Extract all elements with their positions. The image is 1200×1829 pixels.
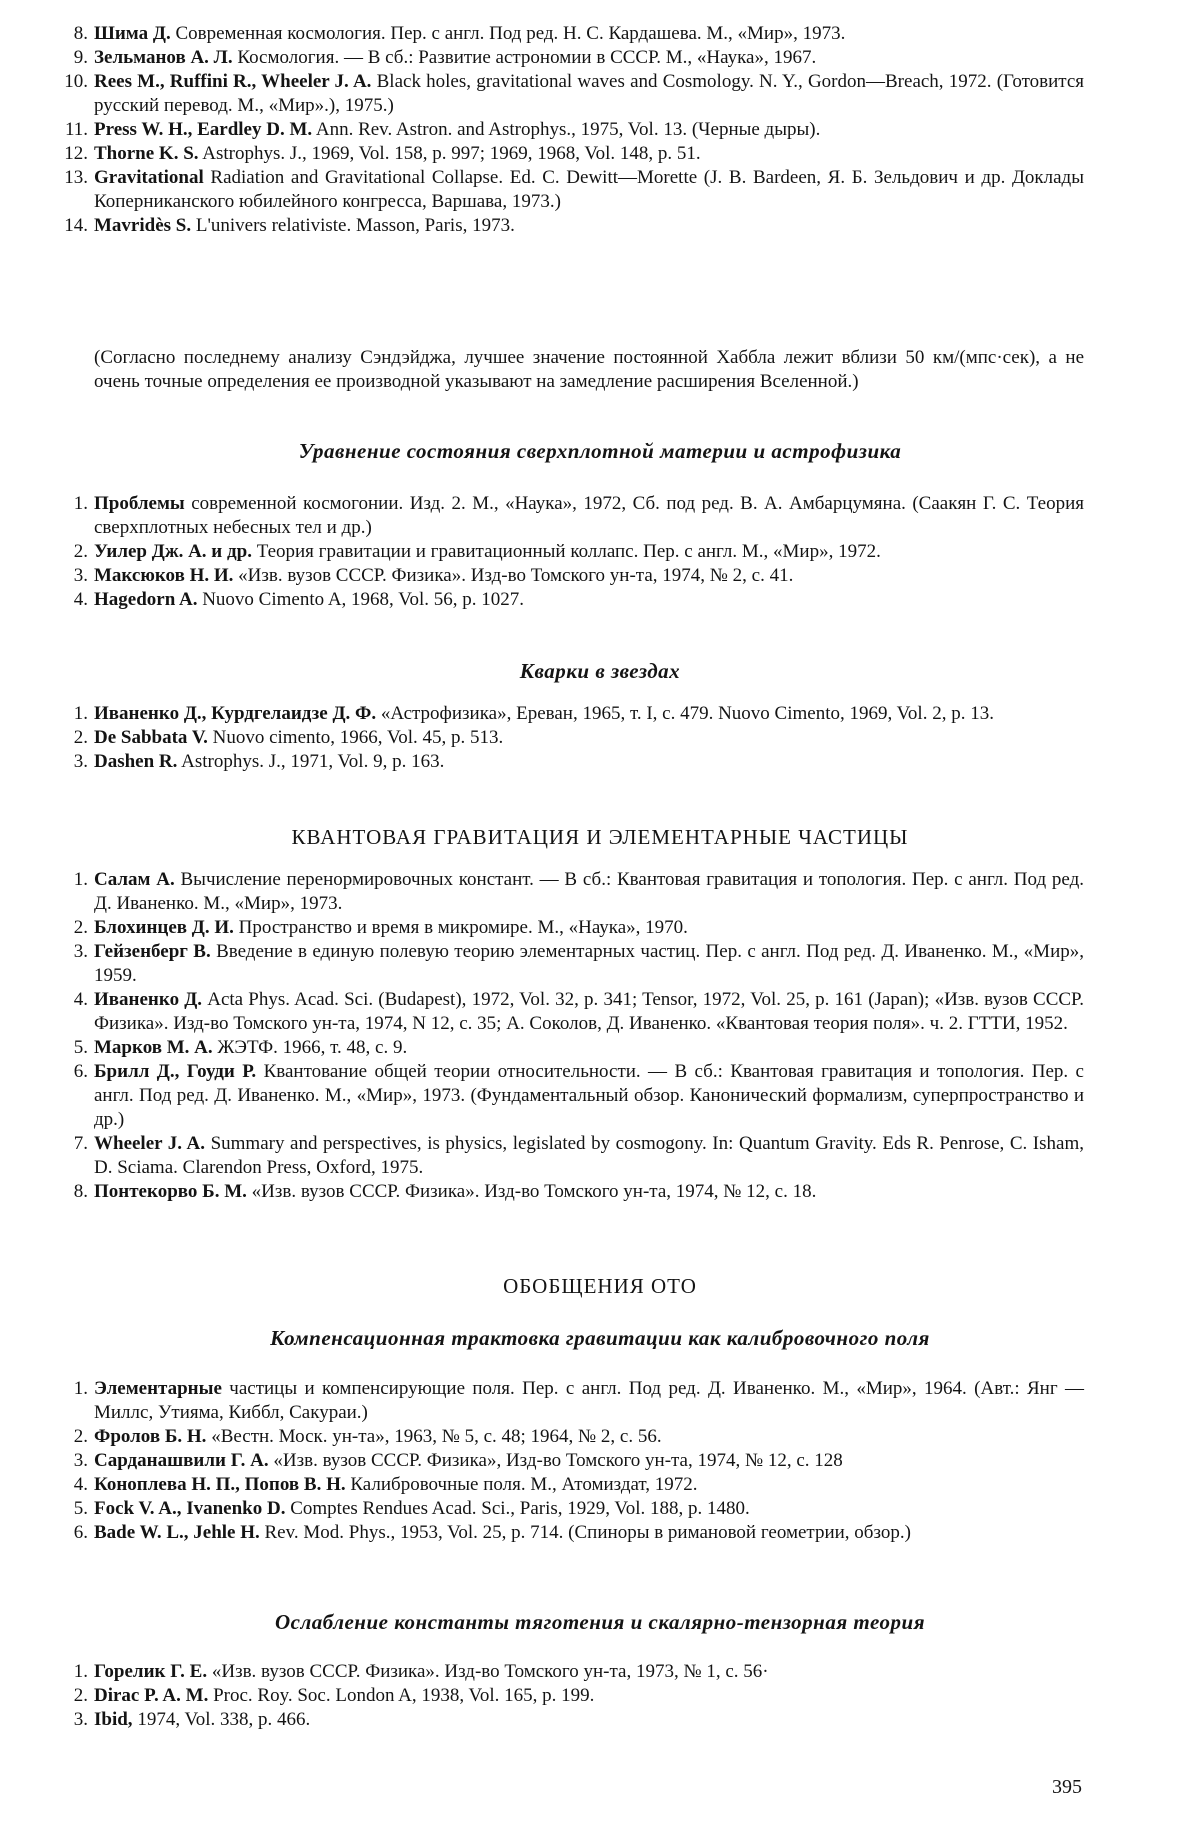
reference-authors: Сарданашвили Г. А. [94,1450,269,1471]
reference-text: Radiation and Gravitational Collapse. Ed. C. Dewitt—Morette (J. B. Bardeen, Я. Б. Зельдович и др. Доклады Коперниканского юбилейного конгресса, Варшава, 1973.) [94,167,1084,212]
reference-text: «Астрофизика», Ереван, 1965, т. I, с. 479. Nuovo Cimento, 1969, Vol. 2, p. 13. [376,703,994,724]
reference-entry [0,1132,1084,1180]
reference-text: Вычисление перенормировочных констант. — В сб.: Квантовая гравитация и топология. Пер. с англ. Под ред. Д. Иваненко. М., «Мир», 1973. [94,869,1084,914]
reference-entry [0,118,1084,142]
reference-number: 3. [73,565,88,586]
reference-number: 12. [64,143,88,164]
reference-entry [0,1473,1084,1497]
reference-number: 1. [73,493,88,514]
reference-entry [0,1521,1084,1545]
reference-authors: De Sabbata V. [94,727,208,748]
reference-text: L'univers relativiste. Masson, Paris, 1973. [191,215,515,236]
reference-entry [0,750,1084,774]
reference-number: 5. [73,1037,88,1058]
reference-text: «Изв. вузов СССР. Физика». Изд-во Томского ун-та, 1974, № 2, с. 41. [233,565,794,586]
reference-authors: Dirac P. A. M. [94,1685,209,1706]
reference-number: 6. [73,1061,88,1082]
reference-authors: Thorne K. S. [94,143,199,164]
section-heading-gauge-gravity: Компенсационная трактовка гравитации как калибровочного поля [270,1326,930,1350]
reference-authors: Wheeler J. A. [94,1133,206,1154]
reference-number: 2. [73,1685,88,1706]
reference-text: «Изв. вузов СССР. Физика», Изд-во Томского ун-та, 1974, № 12, с. 128 [268,1450,843,1471]
reference-list-quarks [0,702,1200,774]
page-number: 395 [1052,1776,1082,1798]
reference-entry [0,540,1084,564]
reference-text: Astrophys. J., 1971, Vol. 9, p. 163. [177,751,445,772]
reference-entry [0,22,1084,46]
reference-text: «Изв. вузов СССР. Физика». Изд-во Томского ун-та, 1973, № 1, с. 56· [207,1661,769,1682]
reference-entry [0,492,1084,540]
reference-text: Rev. Mod. Phys., 1953, Vol. 25, p. 714. (Спиноры в римановой геометрии, обзор.) [259,1522,911,1543]
reference-text: Proc. Roy. Soc. London A, 1938, Vol. 165, p. 199. [208,1685,595,1706]
reference-entry [0,702,1084,726]
reference-list-gauge-gravity [0,1377,1200,1545]
reference-authors: Hagedorn A. [94,589,198,610]
reference-entry [0,1036,1084,1060]
reference-text: Квантование общей теории относительности. — В сб.: Квантовая гравитация и топология. Пер. с англ. Под ред. Д. Иваненко. М., «Мир», 1973. (Фундаментальный обзор. Канонический формализм, суперпространство и др.) [94,1061,1084,1130]
reference-entry [0,916,1084,940]
reference-entry [0,564,1084,588]
reference-text: Comptes Rendues Acad. Sci., Paris, 1929, Vol. 188, p. 1480. [285,1498,750,1519]
reference-number: 2. [73,1426,88,1447]
reference-entry [0,46,1084,70]
reference-number: 4. [73,1474,88,1495]
reference-authors: Уилер Дж. А. и др. [94,541,252,562]
reference-number: 14. [64,215,88,236]
reference-text: Космология. — В сб.: Развитие астрономии в СССР. М., «Наука», 1967. [232,47,817,68]
reference-number: 3. [73,941,88,962]
reference-authors: Gravitational [94,167,204,188]
reference-entry [0,988,1084,1036]
reference-authors: Dashen R. [94,751,178,772]
reference-text: Black holes, gravitational waves and Cosmology. N. Y., Gordon—Breach, 1972. (Готовится русский перевод. М., «Мир».), 1975.) [94,71,1084,116]
reference-text: Введение в единую полевую теорию элементарных частиц. Пер. с англ. Под ред. Д. Иваненко. М., «Мир», 1959. [94,941,1084,986]
reference-entry [0,868,1084,916]
reference-text: Nuovo cimento, 1966, Vol. 45, p. 513. [207,727,504,748]
reference-authors: Mavridès S. [94,215,192,236]
reference-number: 8. [73,1181,88,1202]
reference-text: современной космогонии. Изд. 2. М., «Наука», 1972, Сб. под ред. В. А. Амбарцумяна. (Саакян Г. С. Теория сверхплотных небесных тел и др.) [94,493,1084,538]
reference-number: 2. [73,541,88,562]
reference-number: 1. [73,1378,88,1399]
reference-number: 3. [73,751,88,772]
reference-text: Nuovo Cimento A, 1968, Vol. 56, p. 1027. [197,589,524,610]
reference-text: «Изв. вузов СССР. Физика». Изд-во Томского ун-та, 1974, № 12, с. 18. [246,1181,817,1202]
reference-authors: Bade W. L., Jehle H. [94,1522,260,1543]
reference-number: 2. [73,917,88,938]
reference-entry [0,1660,1084,1684]
reference-authors: Гейзенберг В. [94,941,211,962]
reference-entry [0,1449,1084,1473]
reference-entry [0,1180,1084,1204]
reference-authors: Fock V. A., Ivanenko D. [94,1498,286,1519]
reference-authors: Проблемы [94,493,185,514]
reference-number: 2. [73,727,88,748]
reference-entry [0,1060,1084,1132]
reference-authors: Ibid, [94,1709,133,1730]
reference-text: Теория гравитации и гравитационный коллапс. Пер. с англ. М., «Мир», 1972. [251,541,881,562]
reference-text: Ann. Rev. Astron. and Astrophys., 1975, Vol. 13. (Черные дыры). [312,119,821,140]
reference-authors: Коноплева Н. П., Попов В. Н. [94,1474,346,1495]
reference-authors: Press W. H., Eardley D. M. [94,119,313,140]
reference-entry [0,70,1084,118]
reference-entry [0,1497,1084,1521]
reference-text: 1974, Vol. 338, p. 466. [132,1709,311,1730]
reference-text: Современная космология. Пер. с англ. Под ред. Н. С. Кардашева. М., «Мир», 1973. [170,23,846,44]
reference-authors: Шима Д. [94,23,171,44]
reference-number: 10. [64,71,88,92]
section-heading-superdense-matter: Уравнение состояния сверхплотной материи и астрофизика [298,439,902,463]
reference-text: «Вестн. Моск. ун-та», 1963, № 5, с. 48; 1964, № 2, с. 56. [206,1426,662,1447]
reference-entry [0,214,1084,238]
reference-entry [0,1684,1084,1708]
reference-number: 4. [73,589,88,610]
reference-entry [0,1425,1084,1449]
reference-number: 11. [64,119,88,140]
reference-text: Summary and perspectives, is physics, legislated by cosmogony. In: Quantum Gravity. Eds R. Penrose, C. Isham, D. Sciama. Clarendon Press, Oxford, 1975. [94,1133,1084,1178]
section-heading-quarks-in-stars: Кварки в звездах [519,659,681,683]
reference-authors: Фролов Б. Н. [94,1426,207,1447]
reference-authors: Горелик Г. Е. [94,1661,208,1682]
reference-authors: Салам А. [94,869,175,890]
reference-authors: Иваненко Д., Курдгелаидзе Д. Ф. [94,703,377,724]
reference-number: 1. [73,1661,88,1682]
reference-entry [0,1708,1084,1732]
reference-number: 4. [73,989,88,1010]
reference-list-scalar-tensor [0,1660,1200,1732]
section-heading-quantum-gravity: КВАНТОВАЯ ГРАВИТАЦИЯ И ЭЛЕМЕНТАРНЫЕ ЧАСТИЦЫ [291,825,909,849]
reference-authors: Брилл Д., Гоуди Р. [94,1061,257,1082]
reference-number: 3. [73,1709,88,1730]
reference-text: ЖЭТФ. 1966, т. 48, с. 9. [212,1037,408,1058]
reference-authors: Понтекорво Б. М. [94,1181,247,1202]
reference-authors: Марков М. А. [94,1037,213,1058]
reference-authors: Иваненко Д. [94,989,203,1010]
reference-list-quantum-gravity [0,868,1200,1204]
reference-entry [0,726,1084,750]
hubble-constant-note: (Согласно последнему анализу Сэндэйджа, лучшее значение постоянной Хаббла лежит вблизи 50 км/(мпс·сек), а не очень точные определения ее производной указывают на замедление расширения Вселенной.) [94,347,1084,392]
reference-list-superdense-matter [0,492,1200,612]
reference-text: Acta Phys. Acad. Sci. (Budapest), 1972, Vol. 32, p. 341; Tensor, 1972, Vol. 25, p. 161 (Japan); «Изв. вузов СССР. Физика». Изд-во Томского ун-та, 1974, N 12, с. 35; А. Соколов, Д. Иваненко. «Квантовая теория поля». ч. 2. ГТТИ, 1952. [94,989,1084,1034]
reference-authors: Максюков Н. И. [94,565,234,586]
reference-number: 1. [73,869,88,890]
reference-authors: Блохинцев Д. И. [94,917,234,938]
reference-authors: Элементарные [94,1378,222,1399]
reference-entry [0,1377,1084,1425]
reference-number: 3. [73,1450,88,1471]
reference-number: 7. [73,1133,88,1154]
reference-authors: Зельманов А. Л. [94,47,233,68]
reference-entry [0,588,1084,612]
reference-text: Пространство и время в микромире. М., «Наука», 1970. [233,917,688,938]
reference-text: частицы и компенсирующие поля. Пер. с англ. Под ред. Д. Иваненко. М., «Мир», 1964. (Авт.: Янг — Миллс, Утияма, Киббл, Сакураи.) [94,1378,1084,1423]
reference-entry [0,142,1084,166]
reference-number: 1. [73,703,88,724]
reference-entry [0,166,1084,214]
reference-number: 13. [64,167,88,188]
reference-text: Astrophys. J., 1969, Vol. 158, p. 997; 1969, 1968, Vol. 148, p. 51. [198,143,701,164]
section-heading-scalar-tensor: Ослабление константы тяготения и скалярно-тензорная теория [274,1610,926,1634]
reference-number: 8. [73,23,88,44]
reference-number: 9. [73,47,88,68]
reference-entry [0,940,1084,988]
reference-text: Калибровочные поля. М., Атомиздат, 1972. [345,1474,698,1495]
reference-authors: Rees M., Ruffini R., Wheeler J. A. [94,71,372,92]
reference-list-cosmology [0,22,1200,238]
section-heading-gr-generalizations: ОБОБЩЕНИЯ ОТО [503,1274,697,1298]
reference-number: 6. [73,1522,88,1543]
reference-number: 5. [73,1498,88,1519]
